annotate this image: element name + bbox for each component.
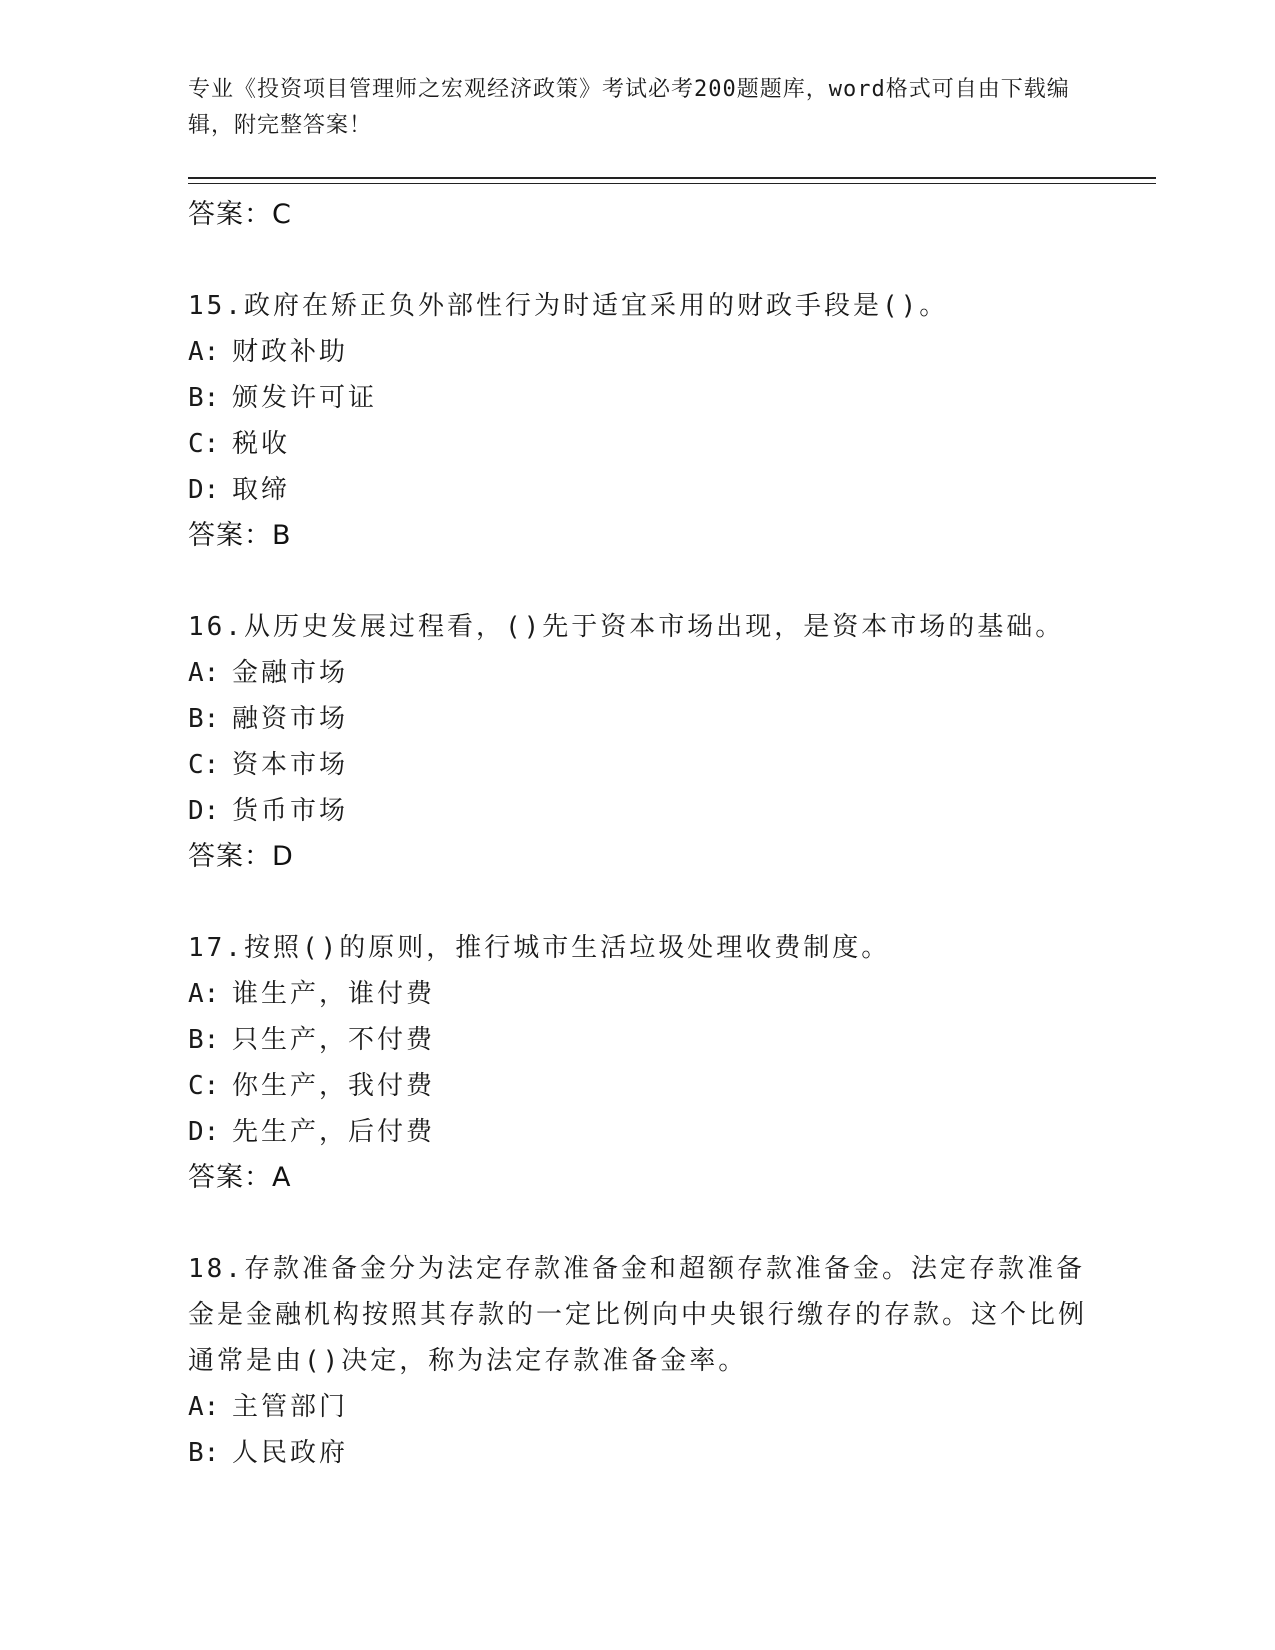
option-letter: C: [188, 750, 220, 780]
answer-line: 答案：C [188, 199, 292, 230]
option-c [188, 742, 1088, 788]
option-b [188, 1430, 1088, 1476]
question-text: 18.存款准备金分为法定存款准备金和超额存款准备金。法定存款准备金是金融机构按照其存款的一定比例向中央银行缴存的存款。这个比例通常是由()决定，称为法定存款准备金率。 [188, 1254, 1088, 1376]
option-d [188, 467, 1088, 513]
question-text: 16.从历史发展过程看，()先于资本市场出现，是资本市场的基础。 [188, 612, 1065, 642]
question-text: 17.按照()的原则，推行城市生活垃圾处理收费制度。 [188, 933, 891, 963]
option-c [188, 421, 1088, 467]
header-rule-thin [188, 183, 1156, 184]
option-text: 金融市场 [232, 658, 349, 688]
spacer [188, 880, 1088, 925]
option-text: 资本市场 [232, 750, 349, 780]
document-header: 专业《投资项目管理师之宏观经济政策》考试必考200题题库，word格式可自由下载编辑，附完整答案！ [188, 77, 1070, 138]
option-text: 先生产，后付费 [232, 1117, 436, 1147]
option-text: 取缔 [232, 475, 291, 505]
spacer [188, 1201, 1088, 1246]
option-text: 只生产，不付费 [232, 1025, 436, 1055]
spacer [188, 238, 1088, 283]
option-text: 谁生产，谁付费 [232, 979, 436, 1009]
question-list [188, 188, 1088, 1476]
option-letter: D: [188, 796, 220, 826]
option-b [188, 1017, 1088, 1063]
answer-line: 答案：B [188, 520, 292, 551]
option-a [188, 329, 1088, 375]
option-letter: A: [188, 658, 220, 688]
question-item [188, 604, 1088, 880]
question-item [188, 925, 1088, 1201]
option-text: 主管部门 [232, 1392, 349, 1422]
question-item [188, 283, 1088, 559]
option-letter: B: [188, 1438, 220, 1468]
answer-line: 答案：D [188, 841, 294, 872]
option-text: 颁发许可证 [232, 383, 378, 413]
option-letter: C: [188, 429, 220, 459]
option-letter: B: [188, 704, 220, 734]
option-letter: A: [188, 979, 220, 1009]
option-letter: D: [188, 1117, 220, 1147]
question-item [188, 1246, 1088, 1476]
option-letter: A: [188, 337, 220, 367]
option-letter: C: [188, 1071, 220, 1101]
option-letter: A: [188, 1392, 220, 1422]
option-letter: B: [188, 383, 220, 413]
option-text: 融资市场 [232, 704, 349, 734]
option-d [188, 1109, 1088, 1155]
option-text: 你生产，我付费 [232, 1071, 436, 1101]
option-a [188, 650, 1088, 696]
option-text: 财政补助 [232, 337, 349, 367]
option-a [188, 1384, 1088, 1430]
option-letter: D: [188, 475, 220, 505]
question-text: 15.政府在矫正负外部性行为时适宜采用的财政手段是()。 [188, 291, 949, 321]
option-a [188, 971, 1088, 1017]
option-b [188, 375, 1088, 421]
option-text: 税收 [232, 429, 291, 459]
option-d [188, 788, 1088, 834]
spacer [188, 559, 1088, 604]
option-c [188, 1063, 1088, 1109]
option-b [188, 696, 1088, 742]
header-rule-thick [188, 177, 1156, 179]
option-letter: B: [188, 1025, 220, 1055]
option-text: 货币市场 [232, 796, 349, 826]
option-text: 人民政府 [232, 1438, 349, 1468]
answer-line: 答案：A [188, 1162, 292, 1193]
